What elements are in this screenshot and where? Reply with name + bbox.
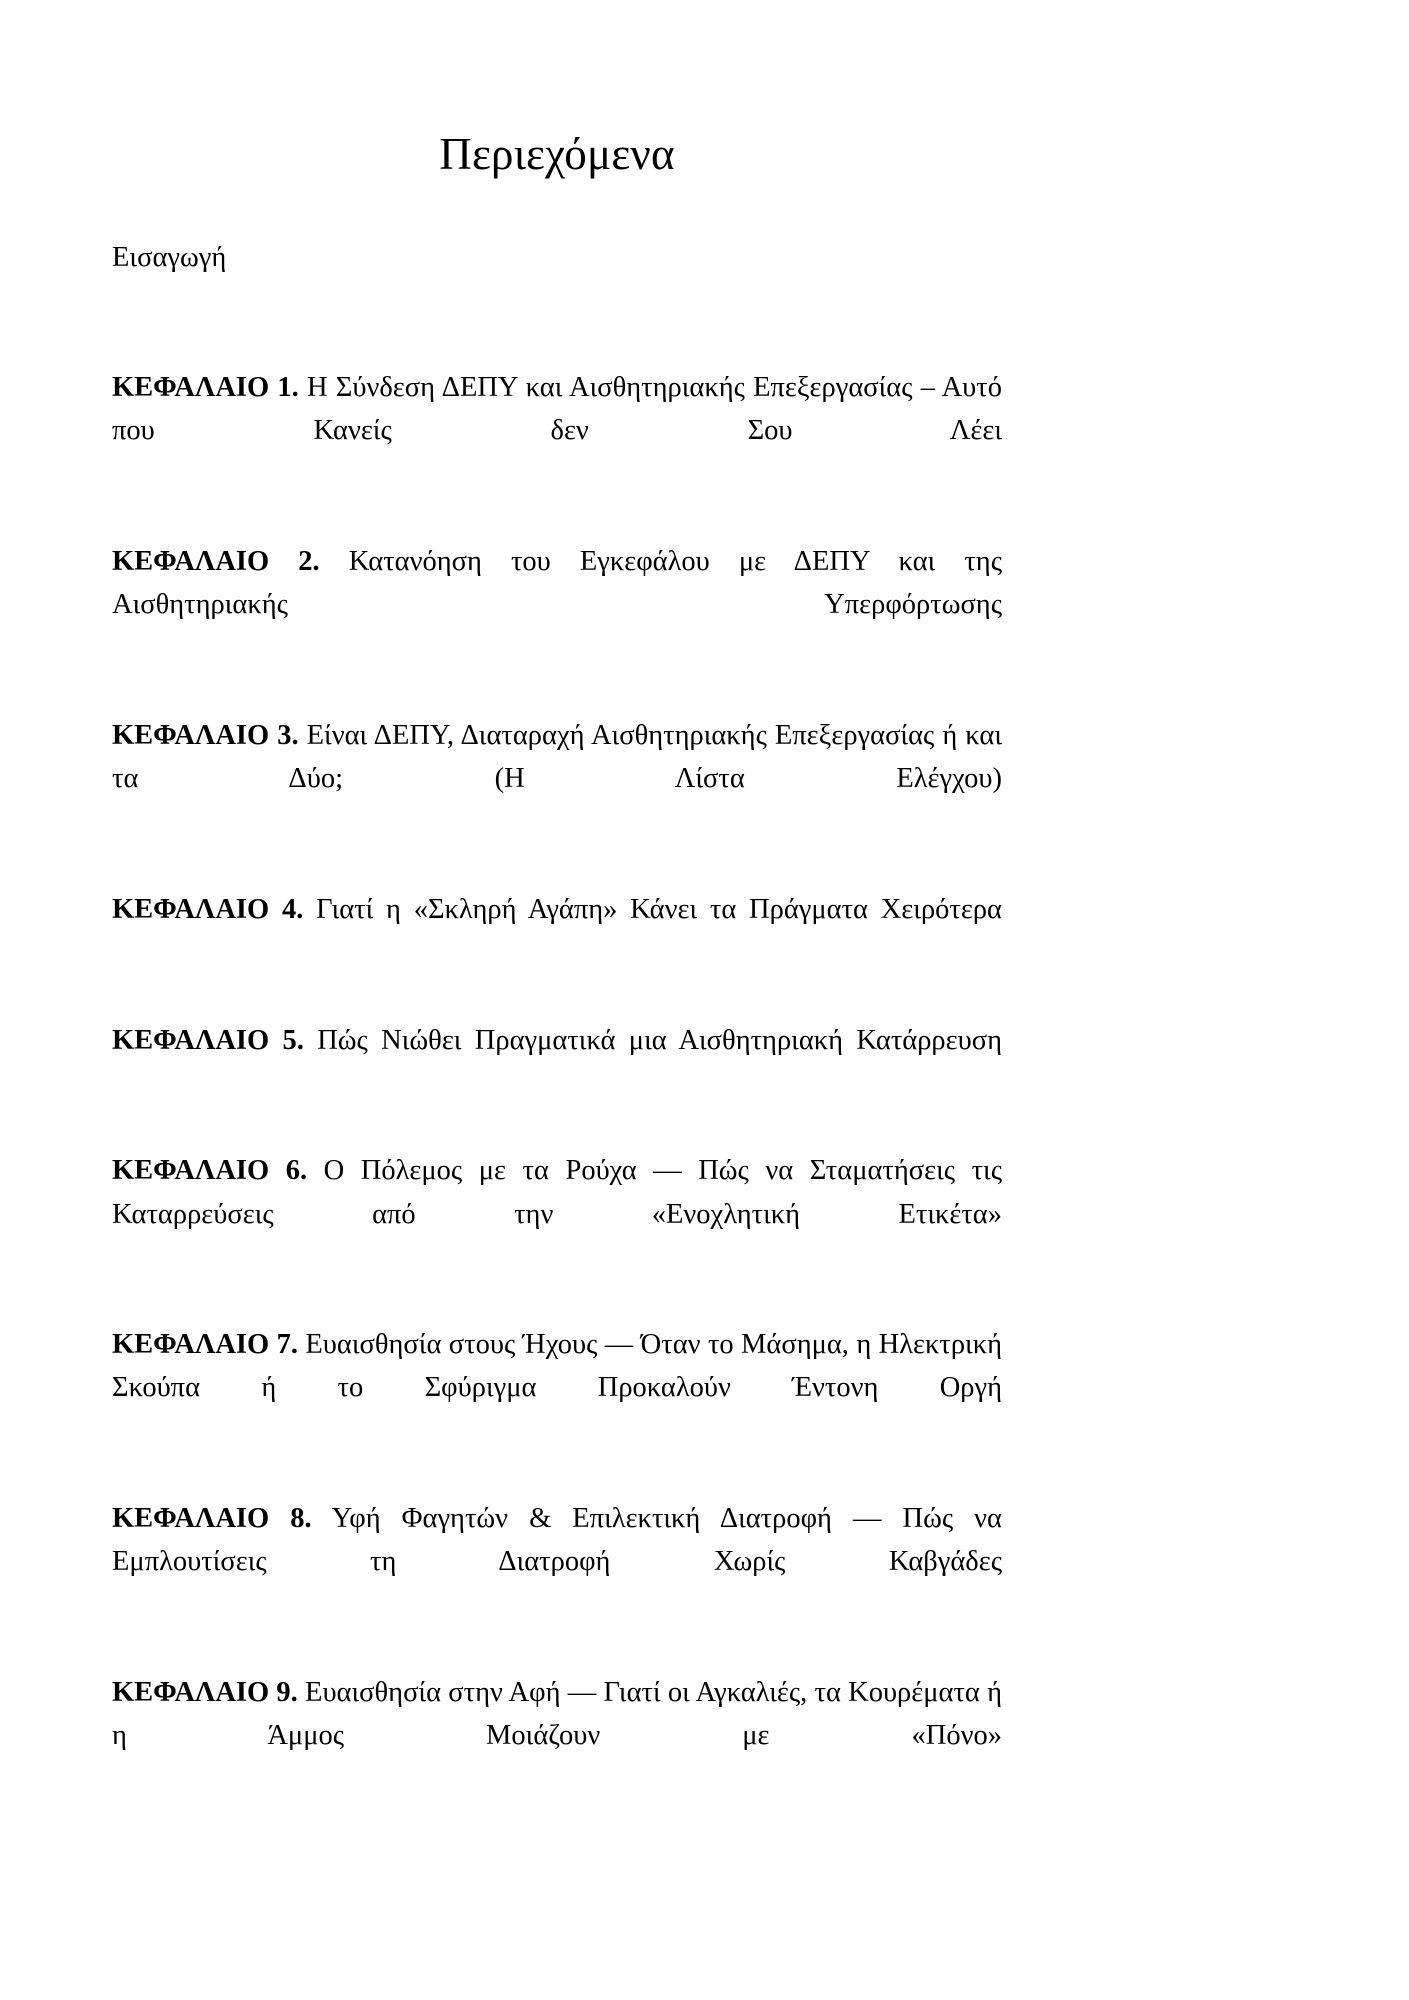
toc-entry-chapter-7 [112,1323,1002,1453]
toc-entry-chapter-1 [112,366,1002,496]
toc-entry-chapter-3 [112,714,1002,844]
toc-entry-chapter-9-title: Ευαισθησία στην Αφή — Γιατί οι Αγκαλιές, τα Κουρέματα ή η Άμμος Μοιάζουν με «Πόνο» [112,1677,1002,1752]
toc-entry-chapter-6 [112,1149,1002,1279]
toc-entry-intro [112,236,1002,323]
toc-entry-chapter-3-title: Είναι ΔΕΠΥ, Διαταραχή Αισθητηριακής Επεξεργασίας ή και τα Δύο; (Η Λίστα Ελέγχου) [112,720,1002,795]
toc-entry-chapter-5-title: Πώς Νιώθει Πραγματικά μια Αισθητηριακή Κατάρρευση [303,1024,1002,1056]
toc-entry-chapter-4-title: Γιατί η «Σκληρή Αγάπη» Κάνει τα Πράγματα Χειρότερα [303,893,1002,925]
toc-entry-intro-label: Εισαγωγή [112,241,227,273]
toc-entry-chapter-5-number: ΚΕΦΑΛΑΙΟ 5. [112,1024,304,1056]
toc-entry-chapter-6-title: Ο Πόλεμος με τα Ρούχα — Πώς να Σταματήσεις τις Καταρρεύσεις από την «Ενοχλητική Ετικέτα» [112,1155,1002,1230]
toc-entry-chapter-4-number: ΚΕΦΑΛΑΙΟ 4. [112,893,304,925]
toc-entry-chapter-9-number: ΚΕΦΑΛΑΙΟ 9. [112,1677,298,1708]
toc-entry-chapter-4 [112,888,1002,975]
toc-entry-chapter-5 [112,1019,1002,1106]
toc-entry-chapter-2-number: ΚΕΦΑΛΑΙΟ 2. [112,546,320,578]
toc-entry-chapter-2 [112,540,1002,670]
page-title: Περιεχόμενα [439,129,675,179]
table-of-contents [112,236,1002,1801]
toc-entry-chapter-1-title: Η Σύνδεση ΔΕΠΥ και Αισθητηριακής Επεξεργασίας – Αυτό που Κανείς δεν Σου Λέει [112,372,1002,447]
toc-entry-chapter-7-title: Ευαισθησία στους Ήχους — Όταν το Μάσημα, η Ηλεκτρική Σκούπα ή το Σφύριγμα Προκαλούν Έντονη Οργή [112,1329,1002,1404]
page-content [112,0,1002,1801]
toc-entry-chapter-6-number: ΚΕΦΑΛΑΙΟ 6. [112,1155,308,1187]
toc-entry-chapter-8-number: ΚΕΦΑΛΑΙΟ 8. [112,1503,312,1535]
toc-entry-chapter-9 [112,1671,1002,1801]
toc-entry-chapter-1-number: ΚΕΦΑΛΑΙΟ 1. [112,372,299,404]
toc-entry-chapter-2-title: Κατανόηση του Εγκεφάλου με ΔΕΠΥ και της Αισθητηριακής Υπερφόρτωσης [112,546,1002,621]
toc-entry-chapter-3-number: ΚΕΦΑΛΑΙΟ 3. [112,720,299,751]
toc-entry-chapter-8 [112,1497,1002,1627]
toc-entry-chapter-7-number: ΚΕΦΑΛΑΙΟ 7. [112,1329,298,1361]
toc-entry-chapter-8-title: Υφή Φαγητών & Επιλεκτική Διατροφή — Πώς να Εμπλουτίσεις τη Διατροφή Χωρίς Καβγάδες [112,1503,1002,1578]
